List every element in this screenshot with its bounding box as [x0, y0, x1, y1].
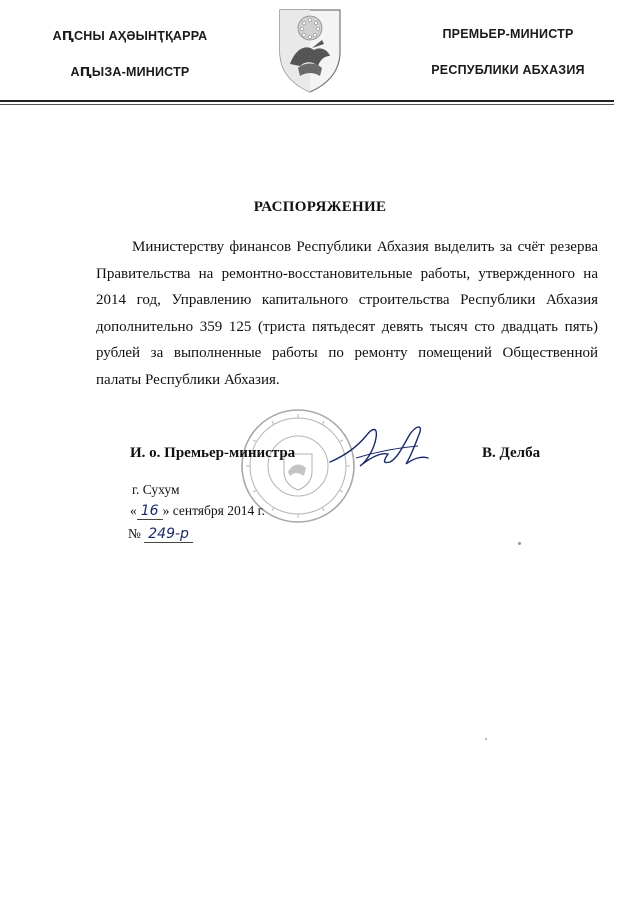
date-rest: » сентября 2014 г. [162, 503, 265, 518]
body-line: Правительства на ремонтно-восстановительные работы, утвержденного на [96, 265, 598, 282]
letterhead-right [398, 16, 618, 88]
letterhead-right-line2: РЕСПУБЛИКИ АБХАЗИЯ [431, 63, 585, 77]
coat-of-arms-emblem [276, 6, 344, 94]
document-title: РАСПОРЯЖЕНИЕ [253, 199, 387, 215]
issue-date [130, 503, 265, 520]
body-line: дополнительно 359 125 (триста пятьдесят девять тысяч сто двадцать пять) [96, 318, 598, 335]
letterhead-rule-thin [0, 104, 614, 105]
document-number [128, 526, 193, 543]
document-body [96, 234, 598, 394]
scan-speck [518, 542, 521, 545]
body-line: Министерству финансов Республики Абхазия выделить за счёт резерва [132, 239, 598, 255]
letterhead-right-line1: ПРЕМЬЕР-МИНИСТР [442, 27, 574, 41]
signatory-position: И. о. Премьер-министра [130, 445, 296, 461]
body-line: палаты Республики Абхазия. [96, 371, 280, 388]
letterhead-left-line2: АԤЫЗА-МИНИСТР [70, 65, 190, 79]
issue-place: г. Сухум [132, 482, 180, 497]
body-line: рублей за выполненные работы по ремонту помещений Общественной [96, 345, 598, 362]
date-open-quote: « [130, 503, 137, 518]
handwritten-signature [326, 418, 436, 478]
body-line: 2014 год, Управлению капитального строительства Республики Абхазия [96, 292, 598, 309]
letterhead-rule-thick [0, 100, 614, 102]
letterhead-left-line1: АԤСНЫ АҲӘЫНҬҚАРРА [52, 29, 208, 43]
signatory-name: В. Делба [482, 445, 541, 461]
scan-speck [485, 738, 487, 740]
number-value-handwritten: 249-р [144, 527, 193, 543]
date-day-handwritten: 16 [137, 504, 163, 520]
letterhead-left [30, 18, 230, 90]
number-prefix: № [128, 526, 141, 541]
